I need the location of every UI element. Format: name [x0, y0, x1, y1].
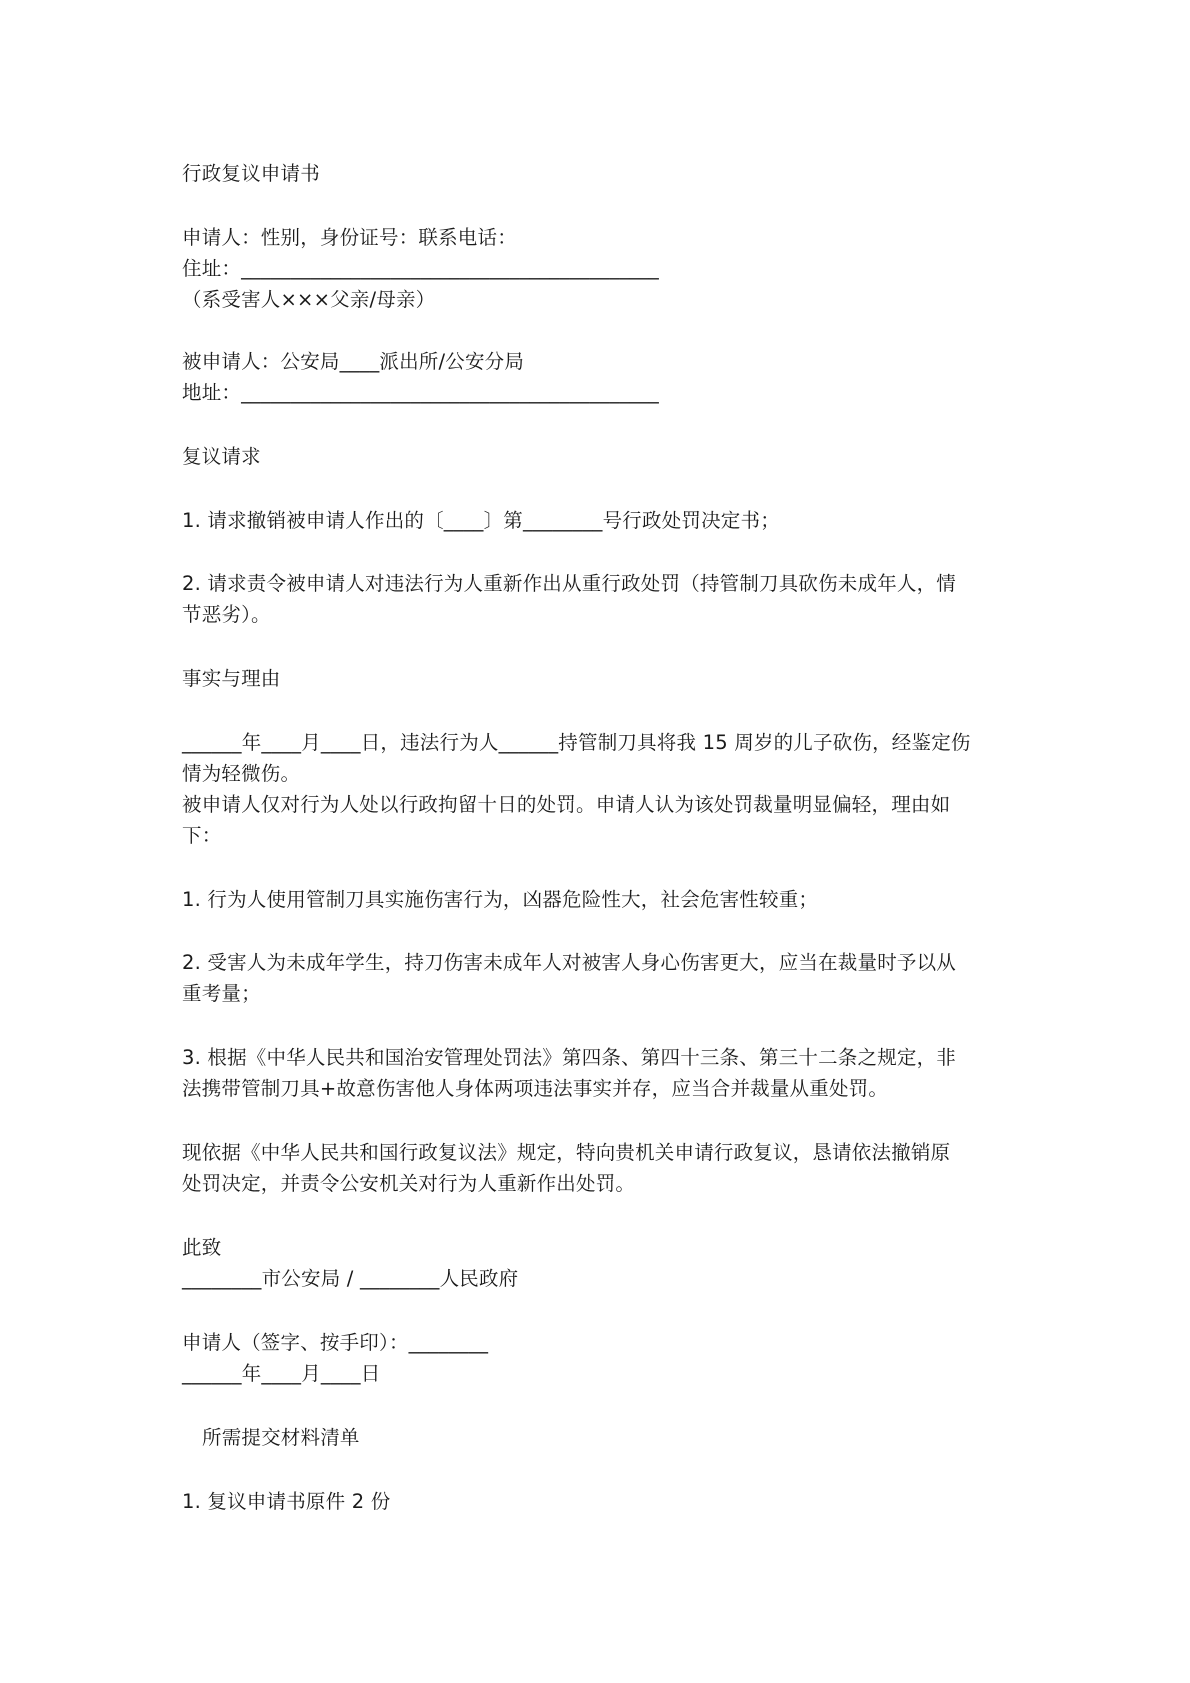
conclusion-line-2: 处罚决定，并责令公安机关对行为人重新作出处罚。: [182, 1172, 636, 1195]
facts-para-1-line-1: ______年____月____日，违法行为人______持管制刀具将我 15 周岁的儿子砍伤，经鉴定伤: [182, 731, 971, 754]
signature-line: 申请人（签字、按手印）：________: [182, 1331, 489, 1354]
reason-item-2-line-2: 重考量；: [182, 982, 261, 1005]
facts-heading: 事实与理由: [182, 667, 281, 690]
recipient-line: ________市公安局 / ________人民政府: [182, 1267, 519, 1290]
conclusion-line-1: 现依据《中华人民共和国行政复议法》规定，特向贵机关申请行政复议，恳请依法撤销原: [182, 1141, 951, 1164]
facts-para-1-line-2: 情为轻微伤。: [182, 762, 301, 785]
respondent-address-line: 地址：__________________________________________: [182, 381, 659, 404]
request-item-2-line-2: 节恶劣）。: [182, 603, 271, 626]
document-title: 行政复议申请书: [182, 162, 320, 185]
reason-item-3-line-1: 3. 根据《中华人民共和国治安管理处罚法》第四条、第四十三条、第三十二条之规定，非: [182, 1046, 957, 1069]
applicant-info-line: 申请人：性别，身份证号：联系电话：: [182, 226, 517, 249]
reason-item-2-line-1: 2. 受害人为未成年学生，持刀伤害未成年人对被害人身心伤害更大，应当在裁量时予以从: [182, 951, 957, 974]
applicant-relation-line: （系受害人×××父亲/母亲）: [182, 288, 436, 311]
facts-para-2-line-2: 下：: [182, 824, 222, 847]
facts-para-2-line-1: 被申请人仅对行为人处以行政拘留十日的处罚。申请人认为该处罚裁量明显偏轻，理由如: [182, 793, 951, 816]
materials-item-1: 1. 复议申请书原件 2 份: [182, 1490, 391, 1513]
reason-item-1: 1. 行为人使用管制刀具实施伤害行为，凶器危险性大，社会危害性较重；: [182, 888, 819, 911]
applicant-address-line: 住址：__________________________________________: [182, 257, 659, 280]
respondent-info-line: 被申请人：公安局____派出所/公安分局: [182, 350, 525, 373]
requests-heading: 复议请求: [182, 445, 261, 468]
request-item-1: 1. 请求撤销被申请人作出的〔____〕第________号行政处罚决定书；: [182, 509, 780, 532]
salutation: 此致: [182, 1236, 222, 1259]
request-item-2-line-1: 2. 请求责令被申请人对违法行为人重新作出从重行政处罚（持管制刀具砍伤未成年人，情: [182, 572, 957, 595]
reason-item-3-line-2: 法携带管制刀具+故意伤害他人身体两项违法事实并存，应当合并裁量从重处罚。: [182, 1077, 889, 1100]
materials-heading: 所需提交材料清单: [202, 1426, 360, 1449]
date-line: ______年____月____日: [182, 1362, 381, 1385]
